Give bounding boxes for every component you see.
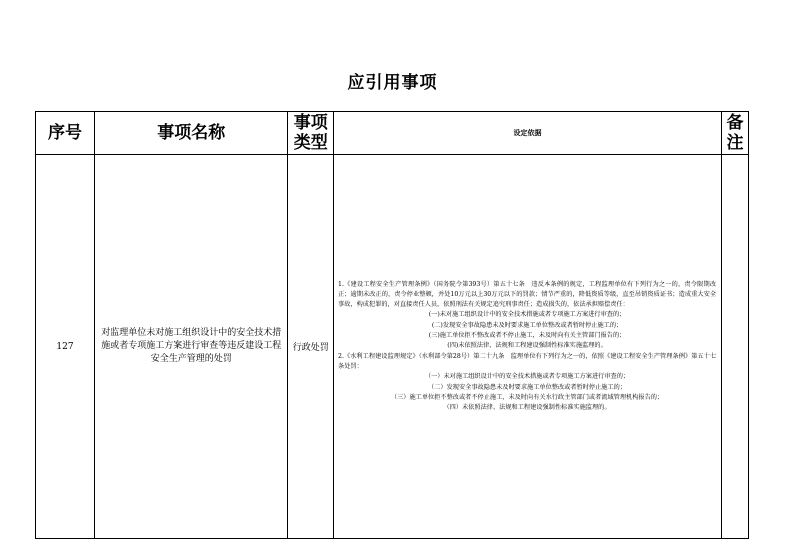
basis-line: （一）未对施工组织设计中的安全技术措施或者专项施工方案进行审查的； [424, 373, 630, 381]
header-type [288, 112, 334, 155]
cell-basis [334, 155, 722, 539]
basis-line: （四）未依照法律、法规和工程建设强制性标准实施监理的。 [443, 404, 611, 412]
basis-line: （三）施工单位拒不整改或者不停止施工，未及时向有关水行政主管部门或者流域管理机构报告的； [390, 393, 664, 401]
header-name: 事项名称 [94, 112, 288, 155]
header-type-line1: 事项 [293, 113, 328, 133]
header-remark-line1: 备 [726, 113, 744, 133]
header-remark-line2: 注 [726, 133, 744, 153]
cell-seq: 127 [36, 155, 95, 539]
basis-line: (三)施工单位拒不整改或者不停止施工，未及时向有关主管部门报告的； [428, 332, 626, 340]
table-row [36, 155, 749, 539]
header-remark [722, 112, 749, 155]
basis-line: (一)未对施工组织设计中的安全技术措施或者专项施工方案进行审查的； [428, 311, 626, 319]
basis-line: 1.《建设工程安全生产管理条例》（国务院令第393号）第五十七条 违反本条例的规定，工程监理单位有下列行为之一的，责令限期改正；逾期未改正的，责令停业整顿，并处10万元以上30万元以下的罚款；情节严重的，降低资质等级，直至吊销资质证书；造成重大安全事故，构成犯罪的，对直接责任人员，依照刑法有关规定追究刑事责任；造成损失的，依法承担赔偿责任： [338, 280, 717, 309]
header-type-line2: 类型 [293, 133, 328, 153]
basis-line: （二）发现安全事故隐患未及时要求施工单位整改或者暂时停止施工的； [428, 383, 627, 391]
cell-type: 行政处罚 [288, 155, 334, 539]
basis-line: (四)未依照法律、法规和工程建设强制性标准实施监理的。 [447, 342, 607, 350]
page-title: 应引用事项 [347, 73, 438, 93]
cell-remark [722, 155, 749, 539]
header-basis: 设定依据 [334, 112, 722, 155]
basis-line: 2.《水利工程建设监理规定》（水利部令第28号）第二十九条 监理单位有下列行为之一的，依照《建设工程安全生产管理条例》第五十七条处罚： [338, 352, 717, 370]
header-seq: 序号 [36, 112, 95, 155]
header-row [36, 112, 749, 155]
matters-table [35, 111, 749, 539]
basis-line: (二)发现安全事故隐患未及时要求施工单位整改或者暂时停止施工的； [431, 321, 623, 329]
cell-name: 对监理单位未对施工组织设计中的安全技术措施或者专项施工方案进行审查等违反建设工程安全生产管理的处罚 [94, 155, 288, 539]
